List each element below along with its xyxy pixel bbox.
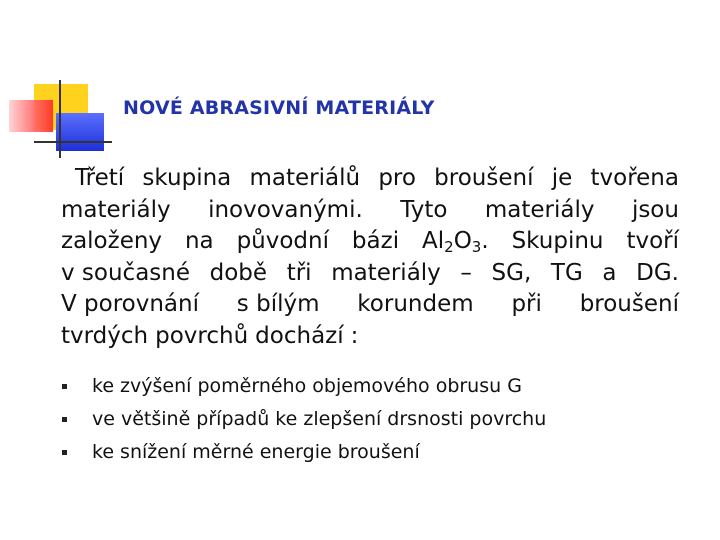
word: materiálů: [249, 165, 361, 191]
word: době: [209, 259, 268, 286]
word: a: [602, 259, 617, 286]
decor-horizontal-line: [34, 141, 112, 143]
word: V porovnání: [61, 291, 199, 317]
word: inovovanými.: [208, 196, 363, 223]
chemical-formula: [422, 226, 489, 258]
bullet-text: ve většině případů ke zlepšení drsnosti povrchu: [92, 408, 547, 430]
word: povrchů: [155, 322, 249, 349]
formula-part: .: [481, 228, 489, 254]
bullet-text: ke zvýšení poměrného objemového obrusu G: [92, 375, 522, 397]
word: založeny: [61, 228, 163, 254]
word: skupina: [142, 165, 232, 191]
word: původní: [236, 228, 329, 254]
word: broušení: [434, 165, 534, 191]
word: v současné: [61, 259, 191, 286]
paragraph-line-6: [61, 321, 679, 353]
word: korundem: [357, 291, 474, 317]
word: tvoří: [626, 228, 679, 254]
word: Tyto: [400, 196, 448, 223]
bullet-list: [86, 370, 546, 469]
word: s bílým: [236, 291, 320, 317]
word: pro: [378, 165, 416, 191]
word: tři: [286, 259, 312, 286]
square-bullet-icon: [62, 450, 67, 455]
formula-part: Al: [422, 228, 445, 254]
word: SG,: [491, 259, 532, 286]
paragraph-line-3: [61, 226, 679, 258]
paragraph-line-2: [61, 195, 679, 227]
word: bázi: [351, 228, 400, 254]
word: TG: [550, 259, 583, 286]
word: dochází: [255, 322, 344, 349]
paragraph-line-4: [61, 258, 679, 290]
word: tvořena: [590, 165, 679, 191]
word: materiály: [61, 196, 171, 223]
decor-vertical-line: [59, 80, 61, 158]
word: tvrdých: [61, 322, 149, 349]
word: broušení: [579, 291, 679, 317]
formula-part: O: [453, 228, 472, 254]
word: :: [350, 322, 359, 349]
word: při: [511, 291, 542, 317]
square-bullet-icon: [62, 384, 67, 389]
word: materiály: [484, 196, 595, 223]
paragraph-line-1: [61, 163, 679, 195]
decor-blue-square: [56, 113, 104, 151]
paragraph-line-5: [61, 289, 679, 321]
word: Třetí: [75, 165, 125, 191]
formula-subscript: 2: [444, 238, 454, 256]
bullet-item: [86, 436, 546, 469]
bullet-text: ke snížení měrné energie broušení: [92, 441, 420, 463]
formula-subscript: 3: [471, 238, 482, 256]
bullet-item: [86, 403, 546, 436]
body-paragraph: [61, 163, 679, 352]
word: –: [460, 259, 472, 286]
word: DG.: [636, 259, 679, 286]
decor-red-square: [9, 100, 53, 132]
word: jsou: [631, 196, 679, 223]
slide-title: NOVÉ ABRASIVNÍ MATERIÁLY: [123, 97, 435, 119]
word: na: [184, 228, 214, 254]
word: materiály: [331, 259, 441, 286]
word: je: [551, 165, 573, 191]
bullet-item: [86, 370, 546, 403]
square-bullet-icon: [62, 417, 67, 422]
word: Skupinu: [511, 228, 604, 254]
